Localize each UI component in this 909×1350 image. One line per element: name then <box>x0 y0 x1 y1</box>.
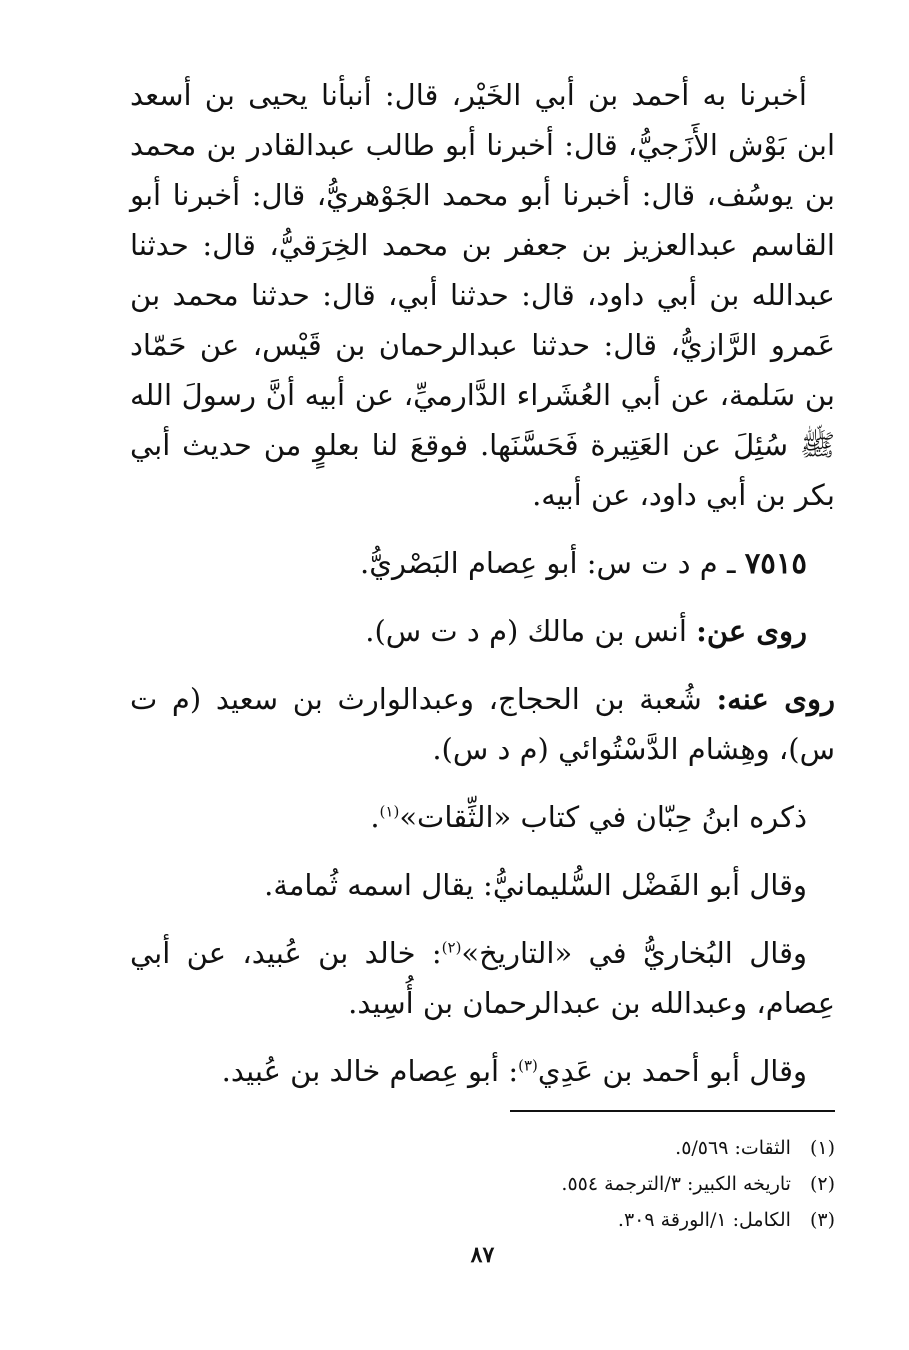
ibn-hibban-note <box>130 792 835 842</box>
entry-heading <box>130 538 835 588</box>
footnote-text: الثقات: ٥/٥٦٩. <box>675 1137 791 1159</box>
footnote-ref-1: (١) <box>379 802 400 821</box>
book-page <box>130 70 835 1300</box>
footnote-text: الكامل: ١/الورقة ٣٠٩. <box>617 1209 791 1231</box>
bukhari-note <box>130 928 835 1028</box>
footnote-number: (٢) <box>809 1173 835 1195</box>
bukhari-text: وقال البُخاريُّ في «التاريخ» <box>461 936 807 970</box>
footnote <box>130 1166 835 1202</box>
bukhari-end: : خالد بن عُبيد، عن أبي عِصام، وعبدالله بن عبدالرحمان بن أُسِيد. <box>130 936 835 1020</box>
footnote <box>130 1202 835 1238</box>
footnote-text: تاريخه الكبير: ٣/الترجمة ٥٥٤. <box>561 1173 791 1195</box>
ibn-adi-note <box>130 1046 835 1096</box>
sulaymani-note: وقال أبو الفَضْل السُّليمانيُّ: يقال اسمه ثُمامة. <box>264 868 807 902</box>
footnote-ref-3: (٣) <box>518 1056 538 1075</box>
narrated-from-text: أنس بن مالك (م د ت س). <box>365 614 687 648</box>
footnotes-section <box>130 1110 835 1238</box>
entry-number: ٧٥١٥ <box>744 546 807 580</box>
narrated-by-label: روى عنه: <box>716 682 835 716</box>
footnote-number: (٣) <box>809 1209 835 1231</box>
ibn-adi-end: : أبو عِصام خالد بن عُبيد. <box>221 1054 519 1088</box>
ibn-hibban-end: . <box>370 800 380 834</box>
ibn-hibban-text: ذكره ابنُ حِبّان في كتاب «الثِّقات» <box>399 800 807 834</box>
entry-title: ـ م د ت س: أبو عِصام البَصْريُّ. <box>360 546 736 580</box>
narrated-from-label: روى عن: <box>696 614 807 648</box>
narrated-by <box>130 674 835 774</box>
narrated-by-text: شُعبة بن الحجاج، وعبدالوارث بن سعيد (م ت س)، وهِشام الدَّسْتُوائي (م د س). <box>130 682 835 766</box>
footnote-divider <box>510 1110 835 1112</box>
isnad-paragraph: أخبرنا به أحمد بن أبي الخَيْر، قال: أنبأنا يحيى بن أسعد ابن بَوْش الأَزَجيُّ، قال: أخبرنا أبو طالب عبدالقادر بن محمد بن يوسُف، قال: أخبرنا أبو محمد الجَوْهريُّ، قال: أخبرنا أبو القاسم عبدالعزيز بن جعفر بن محمد الخِرَقيُّ، قال: حدثنا عبدالله بن أبي داود، قال: حدثنا أبي، قال: حدثنا محمد بن عَمرو الرَّازيُّ، قال: حدثنا عبدالرحمان بن قَيْس، عن حَمّاد بن سَلمة، عن أبي العُشَراء الدَّارميِّ، عن أبيه أنَّ رسولَ الله ﷺ سُئِلَ عن العَتِيرة فَحَسَّنَها. فوقعَ لنا بعلوٍ من حديث أبي بكر بن أبي داود، عن أبيه. <box>130 78 835 512</box>
narrated-from <box>130 606 835 656</box>
footnote <box>130 1130 835 1166</box>
ibn-adi-text: وقال أبو أحمد بن عَدِي <box>537 1054 807 1088</box>
footnote-ref-2: (٢) <box>441 938 462 957</box>
footnote-number: (١) <box>809 1137 835 1159</box>
page-number: ٨٧ <box>470 1242 495 1268</box>
